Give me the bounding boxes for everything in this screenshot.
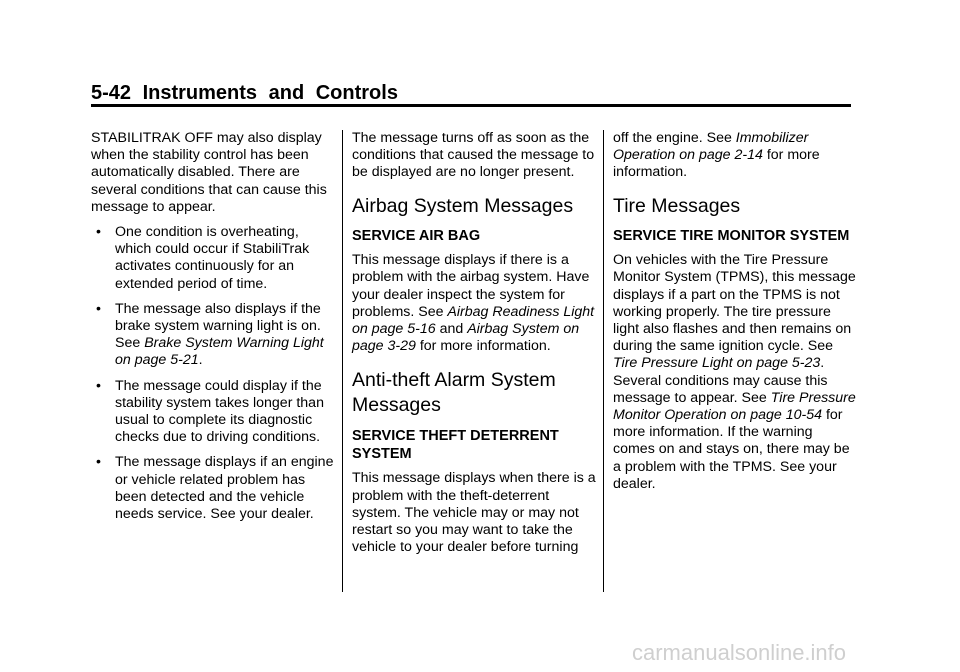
column-divider-2	[603, 130, 604, 592]
page-number: 5-42	[91, 82, 132, 104]
header-rule	[91, 104, 851, 107]
list-item: • The message could display if the stability system takes longer than usual to complete its diagnostic checks due to driving conditions.	[96, 377, 324, 446]
cross-reference-link[interactable]: Immobilizer Operation on page 2-14	[613, 130, 809, 164]
list-item: • The message also displays if the brake system warning light is on. See Brake System Warning Light on page 5-21.	[96, 300, 324, 369]
bullet-icon: •	[96, 454, 101, 471]
cross-reference-link[interactable]: Tire Pressure Monitor Operation on page 10-54	[613, 389, 856, 423]
cross-reference-link[interactable]: Airbag Readiness Light on page 5-16	[352, 303, 595, 337]
section-title: Instruments and Controls	[142, 82, 398, 104]
bullet-icon: •	[96, 224, 101, 241]
airbag-subheading: SERVICE AIR BAG	[352, 227, 481, 244]
column-1	[91, 130, 335, 531]
cross-reference-link[interactable]: Brake System Warning Light on page 5-21	[115, 335, 324, 369]
message-off-paragraph: The message turns off as soon as the conditions that caused the message to be displayed are no longer present.	[352, 130, 595, 181]
bullet-icon: •	[96, 377, 101, 394]
theft-heading: Anti-theft Alarm System Messages	[352, 369, 556, 417]
stabilitrak-intro: STABILITRAK OFF may also display when the stability control has been automatically disabled. There are several conditions that can cause this message to appear.	[91, 130, 327, 215]
airbag-heading: Airbag System Messages	[352, 194, 574, 217]
watermark: carmanualsonline.info	[632, 640, 847, 665]
page-header	[91, 81, 398, 105]
column-divider-1	[342, 130, 343, 592]
cross-reference-link[interactable]: Airbag System on page 3-29	[352, 320, 580, 355]
continued-paragraph: off the engine. See Immobilizer Operation on page 2-14 for more information.	[613, 130, 820, 181]
theft-subheading: SERVICE THEFT DETERRENT SYSTEM	[352, 428, 559, 462]
airbag-paragraph: This message displays if there is a problem with the airbag system. Have your dealer inspect the system for problems. See Airbag Readiness Light on page 5-16 and Airbag System on page 3-29 for more information.	[352, 252, 595, 355]
bullet-icon: •	[96, 300, 101, 317]
tire-paragraph: On vehicles with the Tire Pressure Monitor System (TPMS), this message displays if a part on the TPMS is not working properly. The tire pressure light also flashes and then remains on during the same ignition cycle. See Tire Pressure Light on page 5-23. Several conditions may cause this message to appear. See Tire Pressure Monitor Operation on page 10-54 for more information. If the warning comes on and stays on, there may be a problem with the TPMS. See your dealer.	[613, 252, 856, 492]
tire-subheading: SERVICE TIRE MONITOR SYSTEM	[613, 227, 850, 244]
theft-paragraph: This message displays when there is a problem with the theft-deterrent system. The vehicle may or may not restart so you may want to take the vehicle to your dealer before turning	[352, 470, 596, 556]
list-item: • The message displays if an engine or vehicle related problem has been detected and the vehicle needs service. See your dealer.	[96, 454, 334, 523]
column-3	[613, 130, 857, 501]
list-item: • One condition is overheating, which could occur if StabiliTrak activates continuously for an extended period of time.	[96, 224, 310, 292]
tire-heading: Tire Messages	[613, 194, 741, 217]
cross-reference-link[interactable]: Tire Pressure Light on page 5-23	[613, 355, 821, 372]
condition-list	[91, 224, 335, 523]
column-2	[352, 130, 596, 564]
